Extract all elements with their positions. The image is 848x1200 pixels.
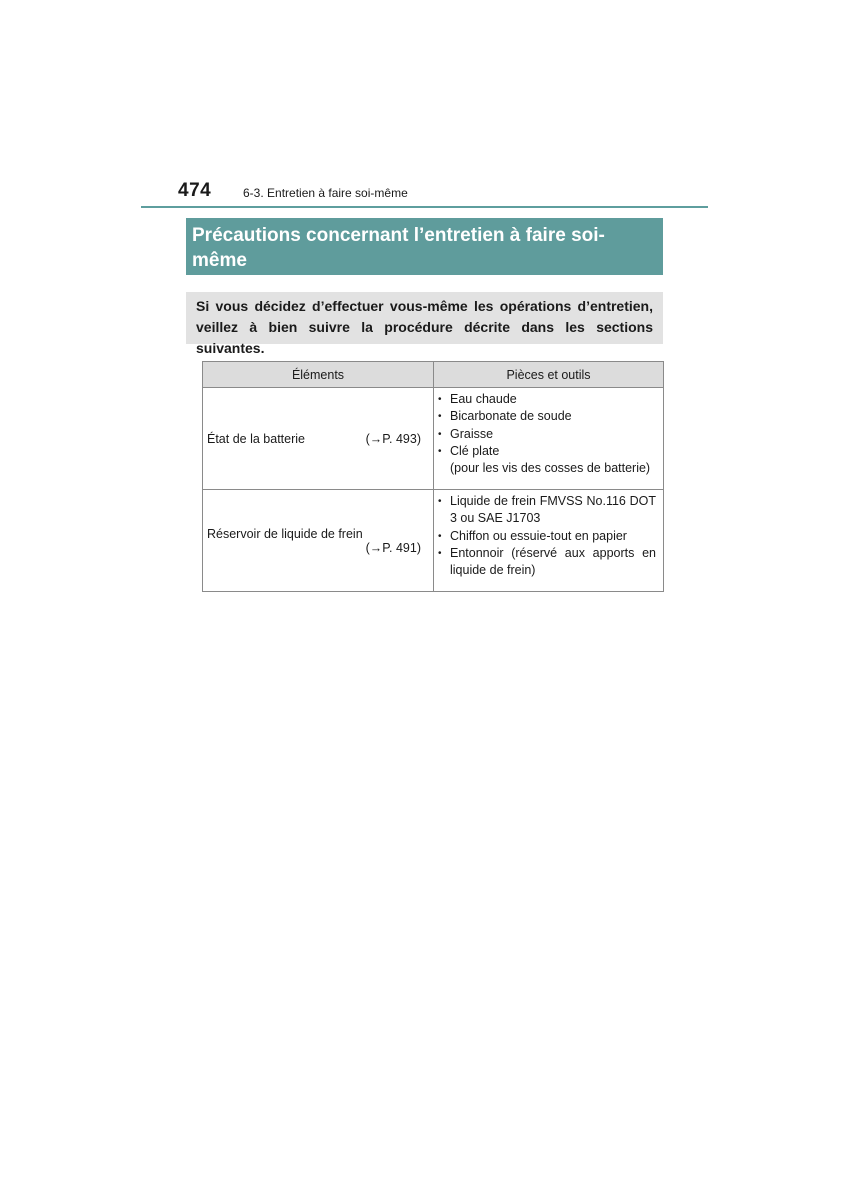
- table-header-row: [203, 362, 664, 388]
- list-item: • Chiffon ou essuie-tout en papier: [438, 528, 656, 545]
- maintenance-items-table: [202, 361, 664, 592]
- list-item: • Clé plate: [438, 443, 656, 460]
- intro-note-box: [186, 292, 663, 356]
- header-divider: [141, 206, 708, 208]
- section-title-line-1: Précautions concernant l’entretien à faire soi-: [192, 225, 605, 246]
- page-number: 474: [178, 180, 212, 201]
- section-title-box: [186, 218, 663, 275]
- intro-note-text: Si vous décidez d’effectuer vous-même les opérations d’entretien, veillez à bien suivre la procédure décrite dans les sections suivantes.: [196, 298, 653, 356]
- element-cell: [203, 490, 434, 592]
- page-reference-link[interactable]: (→P. 493): [365, 431, 421, 446]
- element-label: État de la batterie: [207, 431, 305, 446]
- column-header-elements: Éléments: [203, 362, 434, 388]
- element-cell: [203, 388, 434, 490]
- tools-cell: [434, 490, 664, 592]
- tools-list: [438, 493, 656, 579]
- list-item: • Eau chaude: [438, 391, 656, 408]
- tools-cell: [434, 388, 664, 490]
- section-breadcrumb: 6-3. Entretien à faire soi-même: [243, 186, 408, 200]
- list-item: • Graisse: [438, 426, 656, 443]
- section-title-line-2: même: [192, 250, 247, 271]
- list-item: • Entonnoir (réservé aux apports en liquide de frein): [438, 545, 656, 580]
- table-row: [203, 388, 664, 490]
- list-item-note: (pour les vis des cosses de batterie): [450, 461, 651, 476]
- list-item: • Bicarbonate de soude: [438, 408, 656, 425]
- page-reference-link[interactable]: (→P. 491): [365, 540, 421, 555]
- list-item: • Liquide de frein FMVSS No.116 DOT 3 ou SAE J1703: [438, 493, 656, 528]
- tools-list: [438, 391, 656, 477]
- element-label: Réservoir de liquide de frein: [207, 526, 363, 541]
- column-header-tools: Pièces et outils: [434, 362, 664, 388]
- table-row: [203, 490, 664, 592]
